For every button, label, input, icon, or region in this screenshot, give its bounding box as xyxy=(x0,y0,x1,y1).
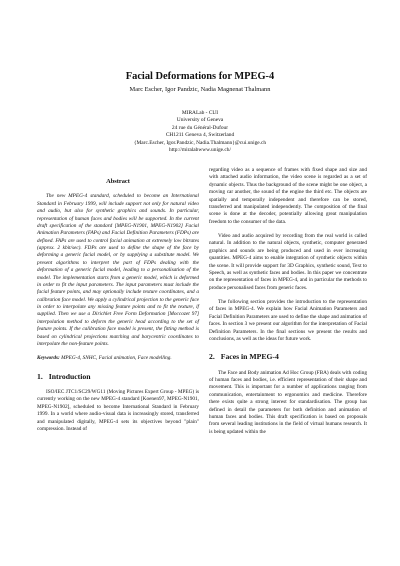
keywords-text: MPEG-4, SNHC, Facial animation, Face modelling. xyxy=(61,355,172,362)
right-paragraph-3: The following section provides the introduction to the representation of faces in MPEG-4. We explain how Facial Animation Parameters and Facial Definition Parameters are used to define the shape and animation of faces. In section 3 we present our algorithm for the interpretation of Facial Definition Parameters. In the final sections we present the results and conclusions, as well as the ideas for future work. xyxy=(209,299,367,342)
right-paragraph-1: regarding video as a sequence of frames with fixed shape and size and with attached audio information, the video scene is regarded as a set of dynamic objects. Thus the background of the scene might be one object, a moving car another, the sound of the engine the third etc. The objects are spatially and temporally independent and therefore can be stored, transferred and manipulated independently. The composition of the final scene is done at the decoder, potentially allowing great manipulation freedom to the consumer of the data. xyxy=(209,167,367,225)
affiliation-university: University of Geneva xyxy=(176,117,224,124)
author-list: Marc Escher, Igor Pandzic, Nadia Magnenat Thalmann xyxy=(129,86,271,93)
affiliation-city: CH1211 Geneva 4, Switzerland xyxy=(165,132,235,139)
section-2-title: Faces in MPEG-4 xyxy=(220,352,279,362)
section-1-title: Introduction xyxy=(48,371,91,381)
affiliation-lab: MIRALab - CUI xyxy=(181,110,219,116)
affiliation-street: 24 rue du Général-Dufour xyxy=(171,124,229,131)
section-2-heading xyxy=(209,353,367,360)
abstract-text: The new MPEG-4 standard, scheduled to become an International Standard in February 1999, will include support not only for natural video and audio, but also for synthetic graphics and sounds. In particular, representation of human faces and bodies will be supported. In the current draft specification of the standard [MPEG-N1901, MPEG-N1902] Facial Animation Parameters (FAPs) and Facial Definition Parameters (FDPs) are defined. FAPs are used to control facial animation at extremely low bitrates (approx. 2 kbit/sec). FDPs are used to define the shape of the face by deforming a generic facial model, or by supplying a substitute model. We present algorithms to interpret the part of FDPs dealing with the deformation of a generic facial model, leading to a personalisation of the model. The implementation starts from a generic model, which is deformed in order to fit the input parameters. The input parameters must include the facial feature points, and may optionally include texture coordinates, and a calibration face model. We apply a cylindrical projection to the generic face in order to interpolate any missing feature points and to fit the texture, if supplied. Then we use a Dirichlet Free Form Deformation [Moccozet 97] interpolation method to deform the generic head according to the set of feature points. If the calibration face model is present, the fitting method is based on cylindrical projections matching and barycentric coordinates to interpolate the non-feature points. xyxy=(37,193,199,347)
keywords-line xyxy=(37,355,199,362)
section-1-paragraph: ISO/IEC JTC1/SC29/WG11 (Moving Pictures Expert Group - MPEG) is currently working on the new MPEG-4 standard [Koenen97, MPEG-N1901, MPEG-N1902], scheduled to become International Standard in February 1999. In a world where audio-visual data is increasingly stored, transferred and manipulated digitally, MPEG-4 sets its objectives beyond "plain" compression. Instead of xyxy=(37,389,199,432)
left-column xyxy=(37,178,199,440)
abstract-heading: Abstract xyxy=(106,178,130,185)
affiliation-url[interactable]: http://miralabwww.unige.ch/ xyxy=(169,147,231,154)
keywords-label: Keywords: xyxy=(37,355,60,362)
section-2-number: 2. xyxy=(209,352,215,362)
section-1-number: 1. xyxy=(37,371,43,381)
affiliation-block xyxy=(0,110,400,154)
section-1-heading xyxy=(37,373,199,380)
section-2-paragraph: The Face and Body animation Ad Hoc Group (FBA) deals with coding of human faces and bodies, i.e. efficient representation of their shape and movement. This is important for a number of applications ranging from communication, entertainment to ergonomics and medicine. Therefore there exists quite a strong interest for standardisation. The group has defined in detail the parameters for both definition and animation of human faces and bodies. This draft specification is based on proposals from several leading institutions in the field of virtual humans research. It is being updated within the xyxy=(209,369,367,435)
paper-title: Facial Deformations for MPEG-4 xyxy=(125,71,275,82)
right-paragraph-2: Video and audio acquired by recording from the real world is called natural. In addition to the natural objects, synthetic, computer generated graphics and sounds are being produced and used in ever increasing quantities. MPEG-4 aims to enable integration of synthetic objects within the scene. It will provide support for 3D Graphics, synthetic sound, Text to Speech, as well as synthetic faces and bodies. In this paper we concentrate on the representation of faces in MPEG-4, and in particular the methods to produce personalised faces from generic faces. xyxy=(209,233,367,291)
right-column xyxy=(209,167,367,443)
affiliation-emails: {Marc.Escher, Igor.Pandzic, Nadia.Thalmann}@cui.unige.ch xyxy=(133,139,267,146)
